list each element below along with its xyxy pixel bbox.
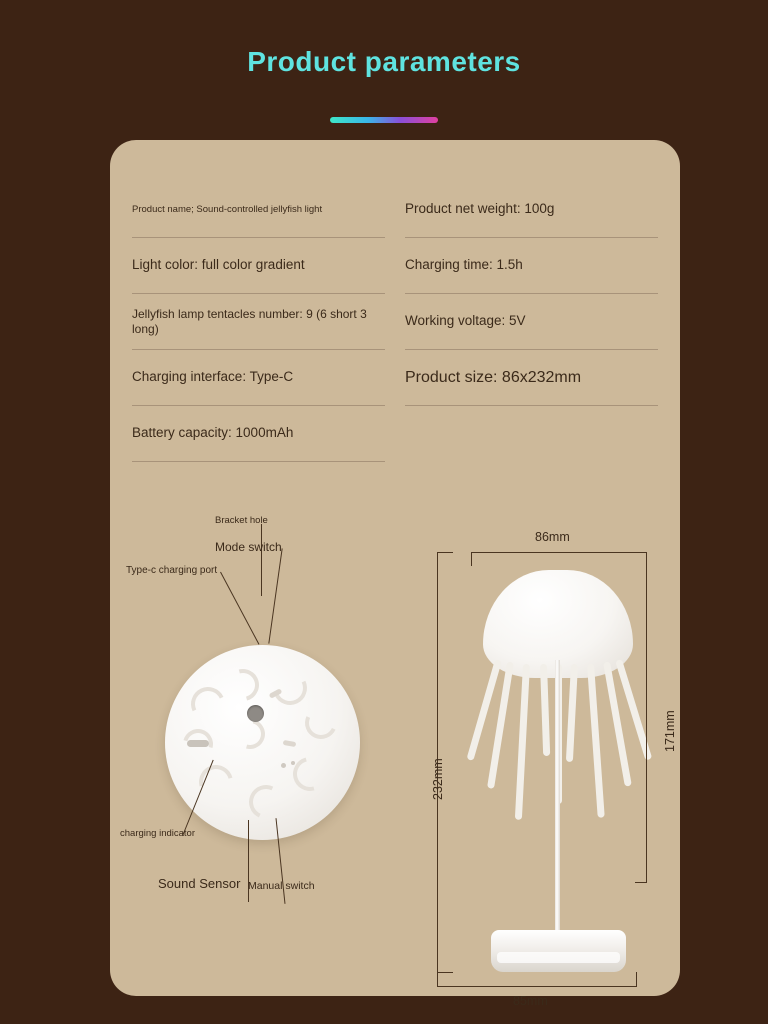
label-manual-switch: Manual switch xyxy=(248,880,315,892)
spec-row xyxy=(132,182,385,238)
dimension-tick xyxy=(636,972,637,986)
type-c-port-icon xyxy=(187,740,209,747)
tentacle-slot-icon xyxy=(287,751,333,797)
label-mode-switch: Mode switch xyxy=(215,540,282,554)
spec-row xyxy=(405,294,658,350)
charging-indicator-icon xyxy=(283,740,297,747)
spec-text: Product name; Sound-controlled jellyfish light xyxy=(132,203,323,215)
spec-text: Working voltage: 5V xyxy=(405,313,526,329)
spec-card xyxy=(110,140,680,1008)
spec-table xyxy=(132,182,658,462)
dimension-height-total: 232mm xyxy=(431,758,445,800)
leader-line xyxy=(220,572,259,645)
dimension-line-top xyxy=(471,552,647,553)
spec-text: Charging time: 1.5h xyxy=(405,257,523,273)
diagram-area xyxy=(110,460,680,1008)
spec-row xyxy=(405,182,658,238)
spec-text: Product size: 86x232mm xyxy=(405,368,582,386)
spec-column-left xyxy=(132,182,385,462)
tentacle-slot-icon xyxy=(193,759,239,805)
leader-line xyxy=(261,524,262,596)
spec-row xyxy=(132,350,385,406)
base-diagram xyxy=(120,480,405,980)
dimension-width-base: 85mm xyxy=(513,994,548,1008)
dimension-line-bottom xyxy=(437,986,637,987)
dimension-tick xyxy=(437,552,453,553)
dimension-tick xyxy=(437,972,438,986)
tentacle-slot-icon xyxy=(221,663,265,707)
dimension-tick xyxy=(635,882,647,883)
spec-column-right xyxy=(405,182,658,462)
label-type-c-port: Type-c charging port xyxy=(126,565,218,576)
spec-text: Light color: full color gradient xyxy=(132,257,305,273)
lamp-stem xyxy=(555,660,560,950)
dimension-tick xyxy=(437,972,453,973)
spec-row xyxy=(132,238,385,294)
spec-row-spacer xyxy=(405,406,658,461)
page-title: Product parameters xyxy=(247,46,521,77)
spec-row xyxy=(132,294,385,350)
base-disc-illustration xyxy=(165,645,360,840)
tentacle xyxy=(515,664,530,820)
manual-switch-icon xyxy=(291,761,295,765)
spec-text: Jellyfish lamp tentacles number: 9 (6 short 3 long) xyxy=(132,307,367,336)
lamp-base-plate xyxy=(491,930,626,972)
tentacle-slot-icon xyxy=(300,702,341,743)
dimension-tick xyxy=(471,552,472,566)
tentacle-slot-icon xyxy=(244,780,288,824)
spec-row xyxy=(405,238,658,294)
mode-switch-button-icon[interactable] xyxy=(247,705,264,722)
tentacle xyxy=(566,664,578,762)
title-underline-decoration xyxy=(330,117,438,123)
spec-row xyxy=(405,350,658,406)
tentacle-slot-icon xyxy=(268,666,312,710)
label-bracket-hole: Bracket hole xyxy=(215,515,268,526)
spec-row xyxy=(132,406,385,462)
label-sound-sensor: Sound Sensor xyxy=(158,876,241,891)
spec-text: Product net weight: 100g xyxy=(405,201,555,217)
sound-sensor-icon xyxy=(281,763,286,768)
dimension-height-lamp: 171mm xyxy=(663,710,677,752)
tentacle xyxy=(587,664,605,818)
label-charging-indicator: charging indicator xyxy=(120,828,195,839)
spec-text: Battery capacity: 1000mAh xyxy=(132,425,294,441)
dimension-width-top: 86mm xyxy=(535,530,570,544)
dimension-diagram xyxy=(395,460,680,1008)
tentacle-slot-icon xyxy=(186,682,230,726)
spec-text: Charging interface: Type-C xyxy=(132,369,294,385)
leader-line xyxy=(268,548,282,643)
dimension-line-right xyxy=(646,552,647,882)
